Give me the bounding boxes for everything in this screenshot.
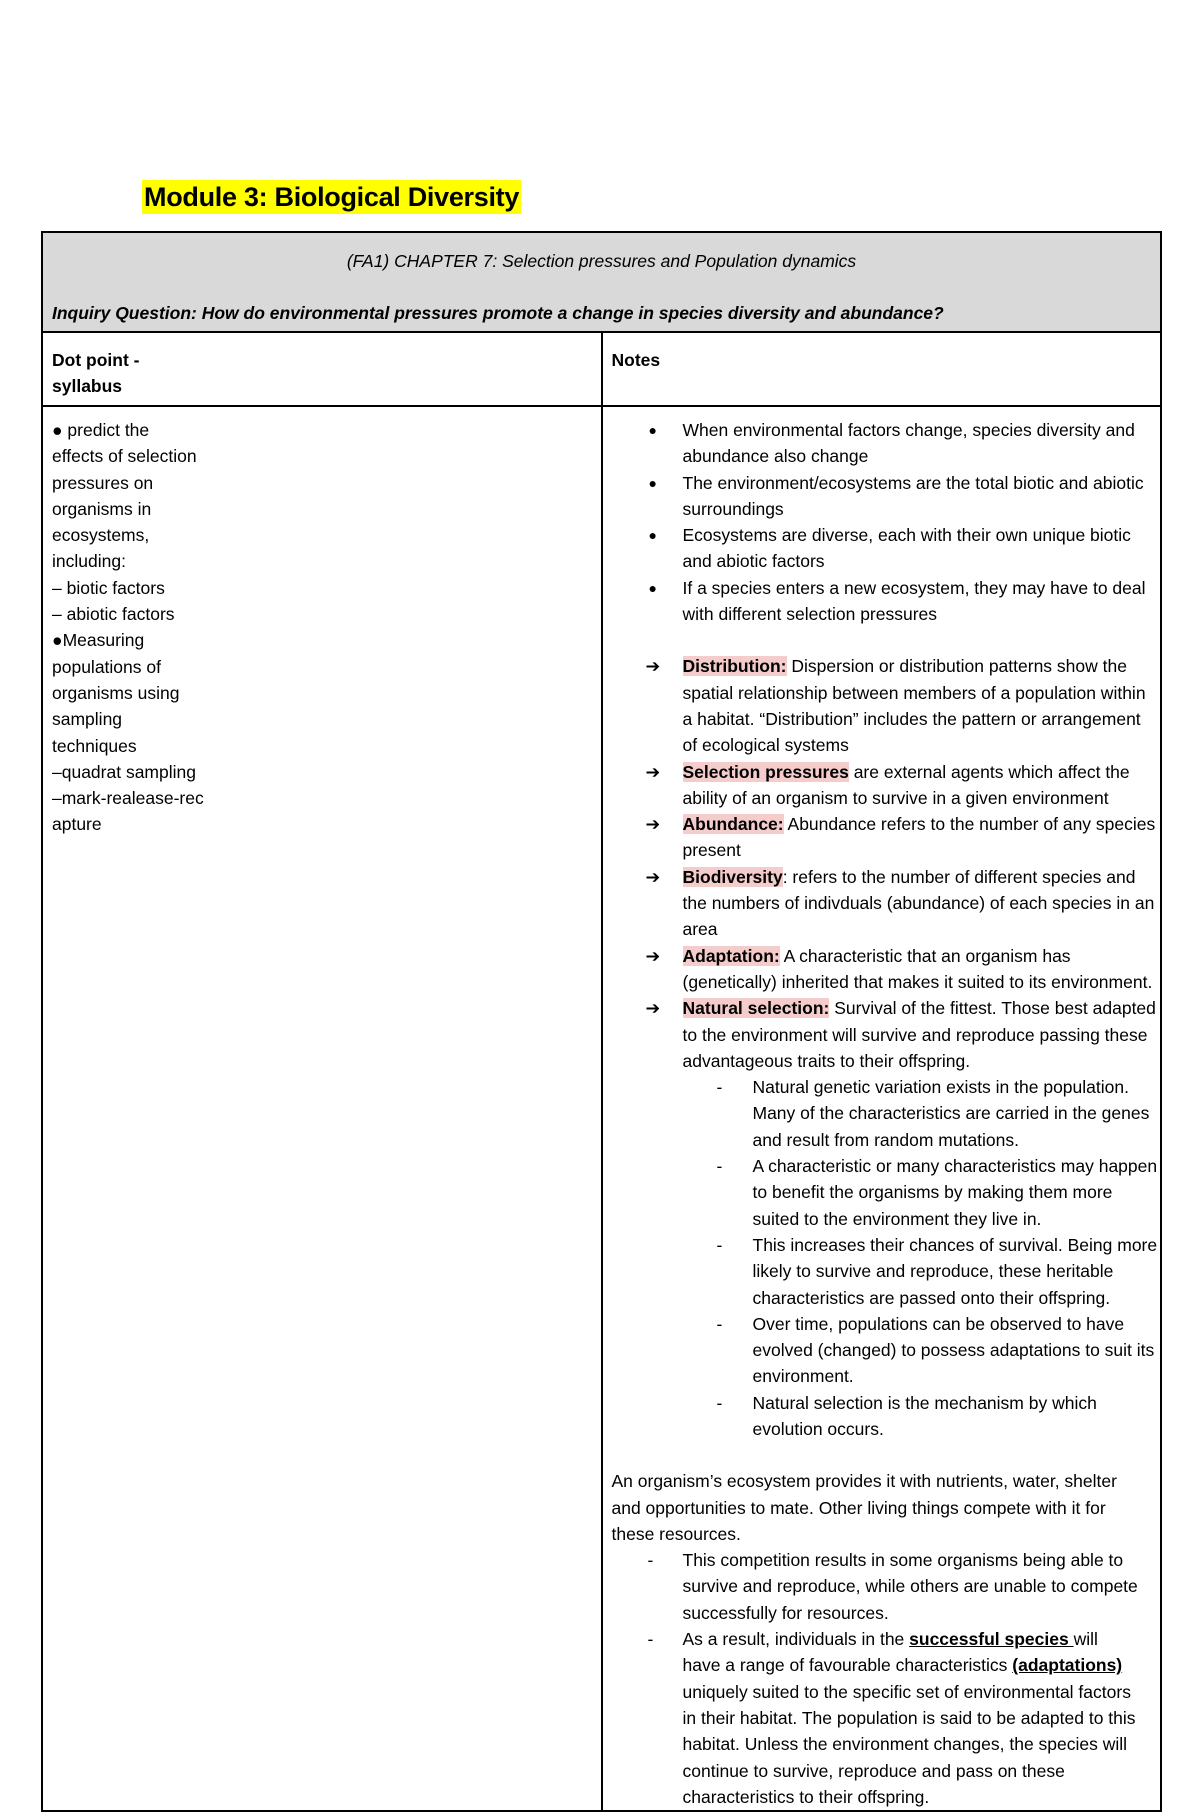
competition-text-2a: As a result, individuals in the [682, 1629, 910, 1650]
dot-point-line: sampling [52, 709, 123, 730]
competition-text-1: This competition results in some organisms being able to survive and reproduce, while others are unable to compete successfully for resources. [682, 1550, 1138, 1623]
chapter-title: (FA1) CHAPTER 7: Selection pressures and Population dynamics [346, 251, 857, 271]
list-item [612, 1153, 1161, 1232]
arrow-icon: ➔ [645, 945, 661, 966]
bullet-text: The environment/ecosystems are the total biotic and abiotic surroundings [682, 472, 1144, 519]
definition-text: are external agents which affect the ability of an organism to survive in a given environment [682, 761, 1130, 808]
list-item [612, 1626, 1161, 1810]
notes-cell [602, 406, 1162, 1811]
dot-point-line: – abiotic factors [52, 604, 175, 625]
natural-selection-text: This increases their chances of survival. Being more likely to survive and reproduce, these heritable characteristics are passed onto their offspring. [752, 1234, 1158, 1308]
dot-point-line: ●Measuring [52, 630, 145, 651]
definition-term: Natural selection: [682, 998, 830, 1019]
definition-term: Biodiversity [682, 866, 783, 887]
list-item [612, 1390, 1161, 1443]
dot-point-line: populations of [52, 656, 161, 677]
definition-item [612, 995, 1161, 1442]
arrow-icon: ➔ [645, 814, 661, 835]
natural-selection-text: Natural selection is the mechanism by which evolution occurs. [752, 1392, 1097, 1439]
competition-text-2c: uniquely suited to the specific set of environmental factors in their habitat. The population is said to be adapted to this habitat. Unless the environment changes, the species will continue to survive, reproduce and pass on these characteristics to their offspring. [682, 1681, 1136, 1807]
list-item [612, 1311, 1161, 1390]
definition-item [612, 759, 1161, 812]
definition-item [612, 864, 1161, 943]
dot-point-label-2: syllabus [52, 376, 123, 397]
dash-icon: - [716, 1313, 723, 1334]
natural-selection-list [683, 1074, 1161, 1442]
arrow-icon: ➔ [645, 998, 661, 1019]
notes-header [602, 332, 1162, 406]
dash-icon: - [716, 1077, 723, 1098]
definition-term: Abundance: [682, 814, 784, 835]
bullet-list [612, 417, 1161, 627]
dash-icon: - [716, 1234, 723, 1255]
definition-term: Adaptation: [682, 945, 780, 966]
natural-selection-text: A characteristic or many characteristics may happen to benefit the organisms by making them more suited to the environment they live in. [752, 1156, 1158, 1229]
dot-point-list [52, 417, 601, 838]
definition-text: Abundance refers to the number of any species present [682, 814, 1156, 861]
dot-point-line: ● predict the [52, 420, 150, 440]
dot-point-line: – biotic factors [52, 577, 165, 598]
dash-icon: - [647, 1629, 654, 1650]
ecosystem-paragraph: An organism’s ecosystem provides it with nutrients, water, shelter and opportunities to mate. Other living things compete with it for these resources. [611, 1471, 1117, 1544]
dot-point-label-1: Dot point - [52, 350, 140, 370]
adaptations-term: (adaptations) [1012, 1655, 1123, 1676]
definition-item [612, 943, 1161, 996]
list-item [612, 1074, 1161, 1153]
natural-selection-text: Natural genetic variation exists in the population. Many of the characteristics are carried in the genes and result from random mutations. [752, 1077, 1150, 1150]
bullet-text: When environmental factors change, species diversity and abundance also change [682, 420, 1135, 467]
dot-point-line: organisms in [52, 498, 152, 519]
dot-point-header [42, 332, 602, 406]
competition-text-2b: will have a range of favourable characteristics [682, 1629, 1098, 1676]
arrow-icon: ➔ [645, 761, 661, 782]
dot-point-line: pressures on [52, 472, 154, 493]
definition-text: Dispersion or distribution patterns show the spatial relationship between members of a population within a habitat. “Distribution” includes the pattern or arrangement of ecological systems [682, 656, 1146, 756]
dot-point-line: ecosystems, [52, 525, 150, 546]
definition-item [612, 653, 1161, 758]
competition-list [612, 1547, 1161, 1810]
definition-text: : refers to the number of different species and the numbers of indivduals (abundance) of each species in an area [682, 866, 1155, 940]
list-item [612, 575, 1161, 628]
bullet-icon: ● [648, 474, 657, 491]
bullet-icon: ● [648, 422, 657, 438]
definition-item [612, 811, 1161, 864]
page-title: Module 3: Biological Diversity [144, 182, 520, 212]
notes-table [41, 231, 1162, 1812]
dot-point-cell [42, 406, 602, 1811]
bullet-icon: ● [648, 527, 657, 544]
list-item [612, 1547, 1161, 1626]
arrow-icon: ➔ [645, 866, 661, 887]
arrow-icon: ➔ [645, 656, 661, 677]
successful-species-term: successful species [909, 1629, 1074, 1650]
dot-point-line: techniques [52, 735, 137, 756]
dot-point-line: organisms using [52, 682, 180, 703]
dot-point-line: –quadrat sampling [52, 761, 196, 782]
definition-text: A characteristic that an organism has (genetically) inherited that makes it suited to its environment. [682, 945, 1153, 992]
natural-selection-text: Over time, populations can be observed to have evolved (changed) to possess adaptations to suit its environment. [752, 1313, 1155, 1387]
definition-list [612, 653, 1161, 1442]
definition-term: Distribution: [682, 656, 787, 677]
dot-point-line: effects of selection [52, 446, 197, 467]
dash-icon: - [716, 1156, 723, 1177]
chapter-header [42, 232, 1161, 332]
dot-point-line: including: [52, 551, 126, 572]
dot-point-line: apture [52, 814, 102, 835]
dot-point-line: –mark-realease-rec [52, 788, 204, 809]
definition-text: Survival of the fittest. Those best adapted to the environment will survive and reproduce passing these advantageous traits to their offspring. [682, 998, 1156, 1071]
dash-icon: - [716, 1392, 723, 1413]
bullet-text: Ecosystems are diverse, each with their own unique biotic and abiotic factors [682, 525, 1131, 572]
list-item [612, 417, 1161, 470]
definition-term: Selection pressures [682, 761, 849, 782]
list-item [612, 522, 1161, 575]
dash-icon: - [647, 1550, 654, 1571]
inquiry-question: Inquiry Question: How do environmental pressures promote a change in species diversity and abundance? [52, 303, 944, 324]
notes-label: Notes [611, 350, 661, 370]
bullet-icon: ● [648, 579, 657, 596]
list-item [612, 1232, 1161, 1311]
list-item [612, 470, 1161, 523]
bullet-text: If a species enters a new ecosystem, they may have to deal with different selection pressures [682, 577, 1146, 625]
